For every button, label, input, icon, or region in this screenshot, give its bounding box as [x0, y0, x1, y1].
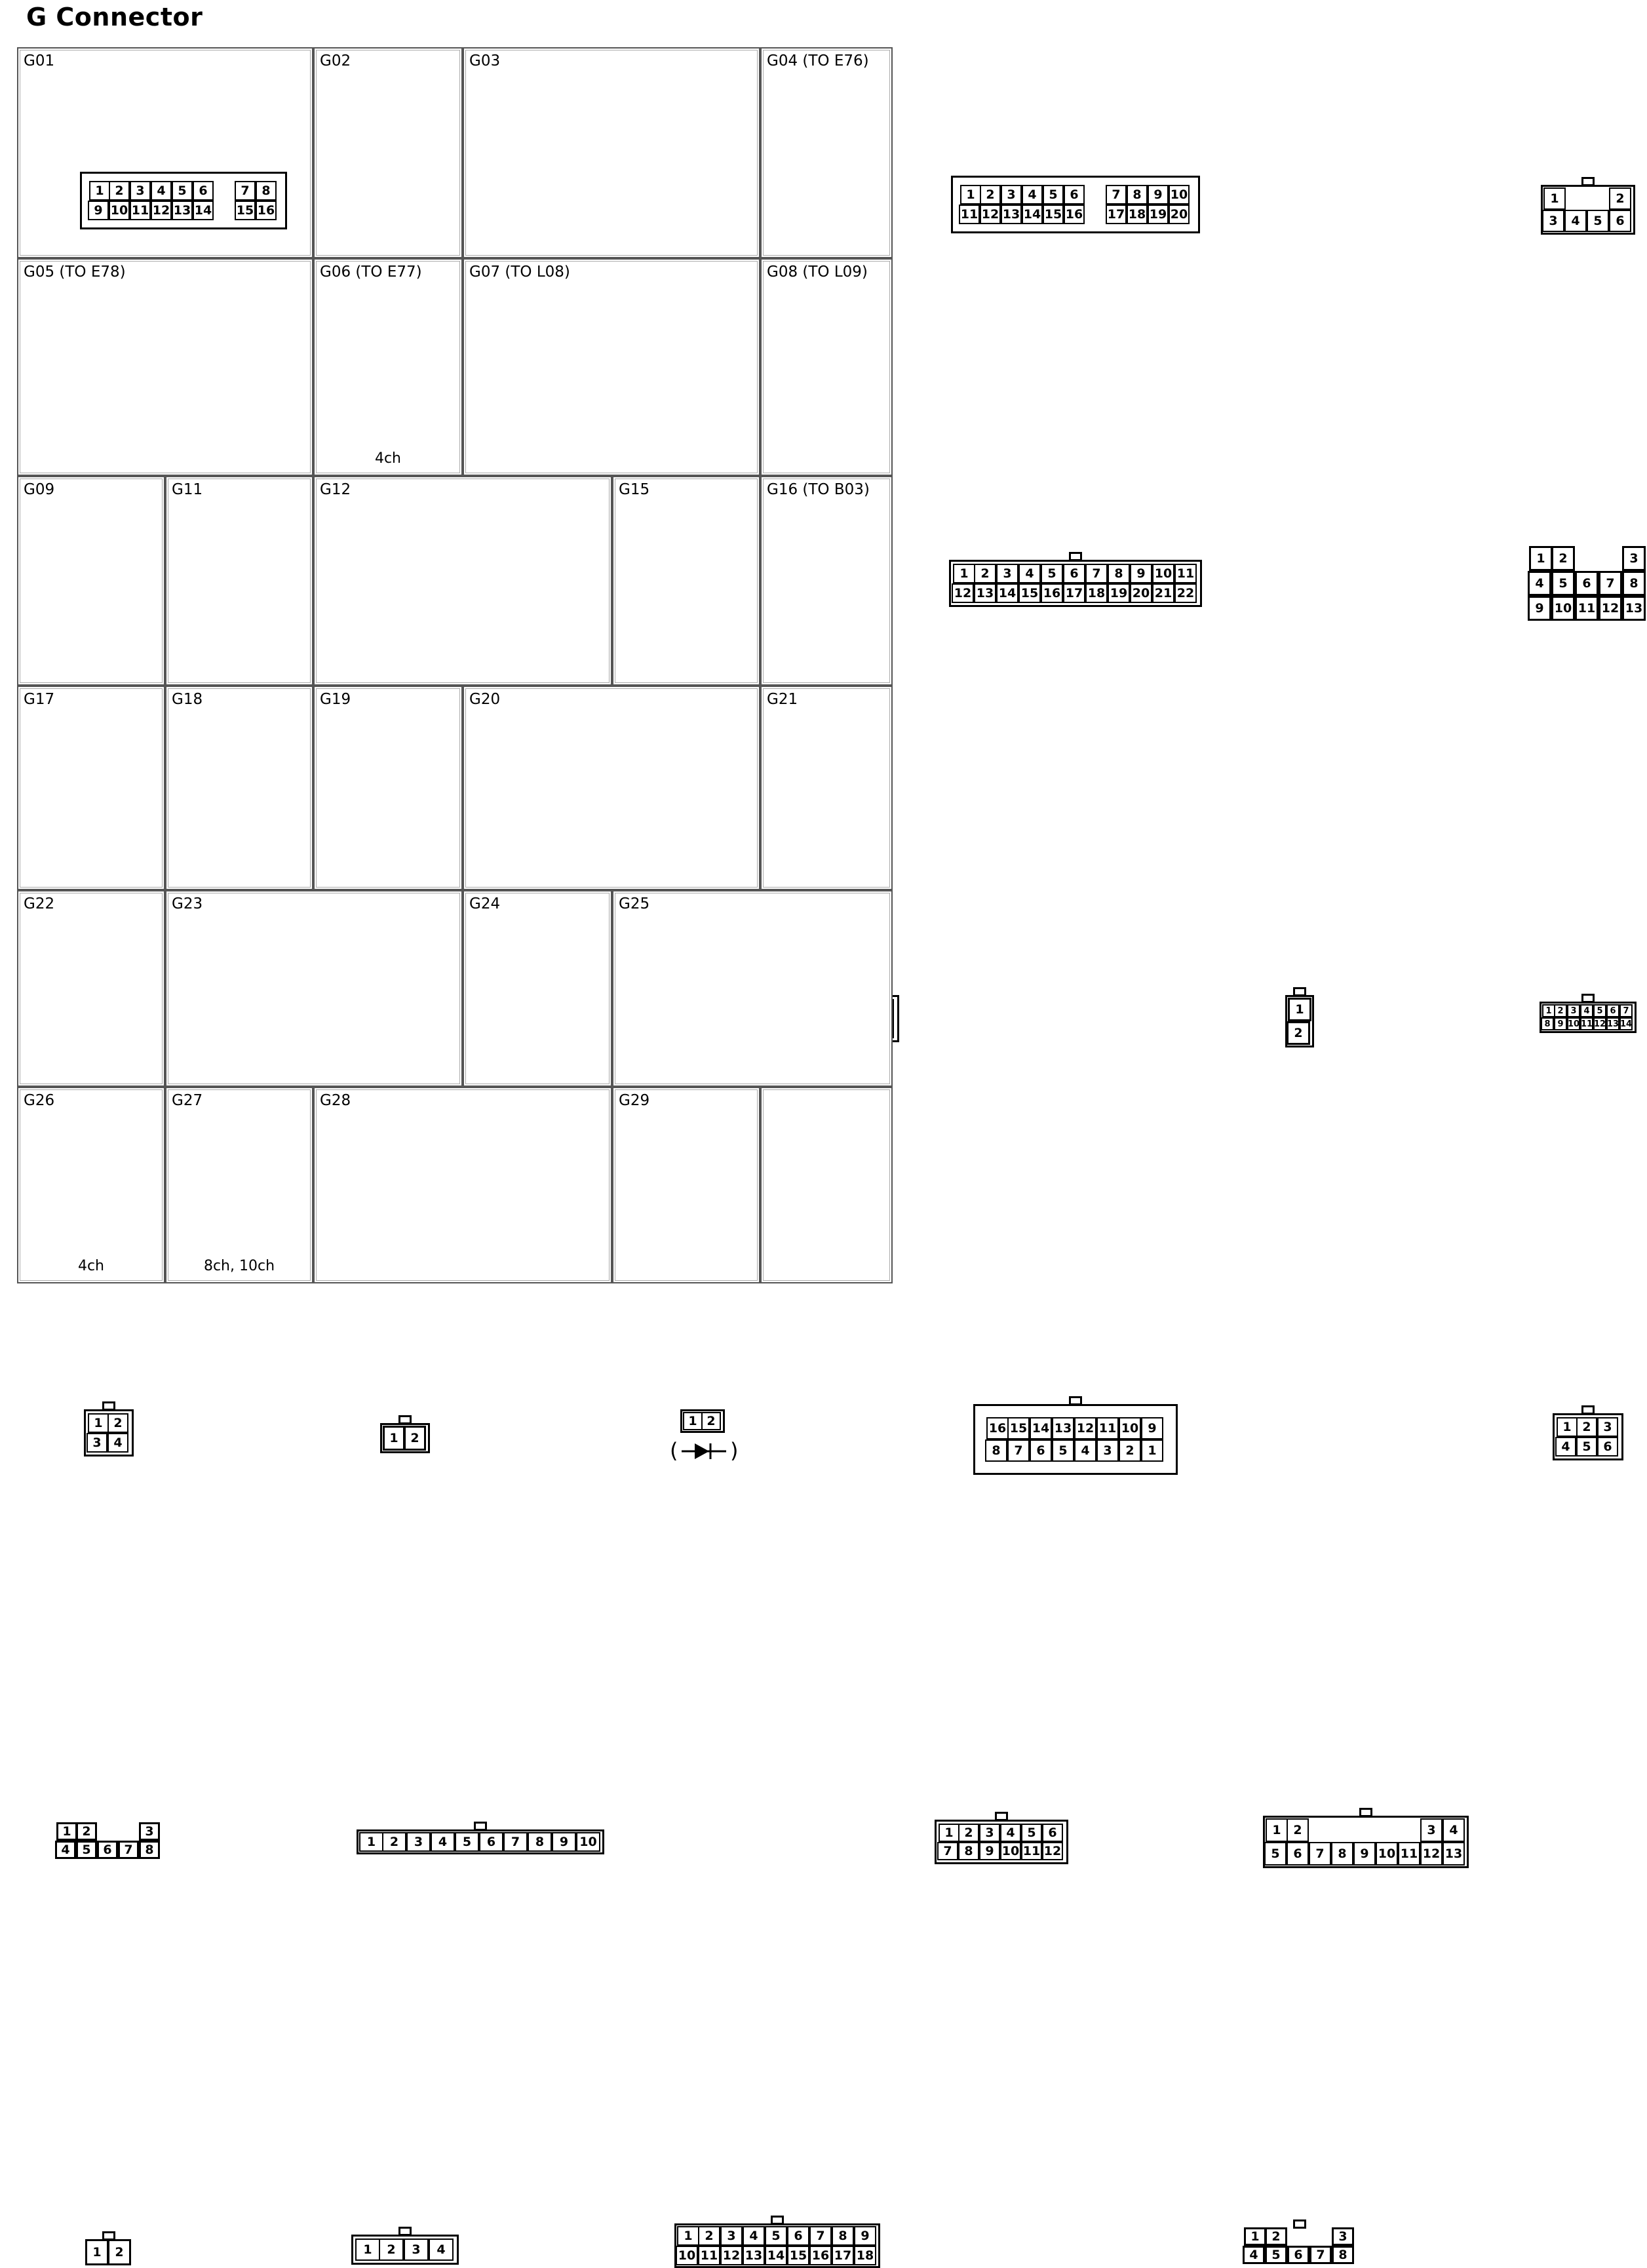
pin-3: 3 [130, 181, 151, 201]
pin-10: 10 [1152, 564, 1174, 583]
pin-5: 5 [76, 1841, 97, 1859]
connector-id-label: G09 [24, 481, 55, 498]
pin-12: 12 [1593, 1017, 1606, 1030]
pin-7: 7 [1106, 185, 1127, 205]
connector-body [89, 181, 278, 220]
connector-cell-g05 [17, 258, 313, 476]
connector-id-label: G28 [320, 1092, 351, 1109]
pin-1: 1 [383, 1426, 405, 1451]
connector-id-label: G25 [619, 895, 650, 912]
connector-id-label: G23 [172, 895, 203, 912]
pin-4: 4 [1243, 2246, 1265, 2264]
pin-4: 4 [429, 2239, 454, 2261]
connector-id-label: G29 [619, 1092, 650, 1109]
connector-cell-g11 [165, 476, 313, 686]
connector-id-label: G21 [767, 691, 798, 708]
pin-15: 15 [1007, 1417, 1030, 1439]
pin-16: 16 [809, 2246, 832, 2265]
pin-2: 2 [1119, 1439, 1141, 1462]
pin-5: 5 [1551, 571, 1575, 596]
connector-id-label: G26 [24, 1092, 55, 1109]
pin-6: 6 [787, 2226, 809, 2246]
pin-5: 5 [1587, 210, 1609, 232]
pin-11: 11 [959, 205, 980, 224]
pin-11: 11 [1021, 1842, 1042, 1860]
connector-id-label: G12 [320, 481, 351, 498]
pin-3: 3 [1420, 1818, 1443, 1842]
pin-6: 6 [1287, 2246, 1309, 2264]
pin-13: 13 [1001, 205, 1022, 224]
connector-id-label: G06 (TO E77) [320, 264, 422, 281]
pin-11: 11 [1575, 596, 1599, 621]
pin-4: 4 [1580, 1004, 1593, 1017]
pin-6: 6 [97, 1841, 118, 1859]
pin-3: 3 [996, 564, 1018, 583]
pin-10: 10 [1551, 596, 1575, 621]
locking-tab [1581, 177, 1595, 186]
locking-tab [995, 1812, 1008, 1821]
connector-id-label: G08 (TO L09) [767, 264, 868, 281]
locking-tab [474, 1822, 487, 1831]
pin-5: 5 [765, 2226, 787, 2246]
pin-3: 3 [1542, 210, 1564, 232]
pin-10: 10 [1567, 1017, 1580, 1030]
connector-id-label: G24 [469, 895, 501, 912]
pin-3: 3 [1332, 2227, 1354, 2246]
pin-2: 2 [980, 185, 1001, 205]
pin-5: 5 [1593, 1004, 1606, 1017]
connector-id-label: G02 [320, 52, 351, 69]
pin-10: 10 [576, 1832, 600, 1852]
pin-5: 5 [172, 181, 193, 201]
pin-8: 8 [1622, 571, 1646, 596]
connector-body [88, 1413, 130, 1453]
channel-note: 8ch, 10ch [203, 1258, 275, 1274]
pin-1: 1 [960, 185, 981, 205]
pin-5: 5 [1264, 1842, 1287, 1866]
pin-5: 5 [1021, 1824, 1042, 1842]
connector-body [1543, 187, 1633, 232]
pin-13: 13 [974, 583, 996, 603]
pin-6: 6 [1597, 1437, 1618, 1457]
diode-icon [668, 1438, 741, 1464]
pin-5: 5 [1265, 2246, 1287, 2264]
pin-1: 1 [88, 1413, 109, 1433]
connector-body [1557, 1417, 1619, 1457]
connector-body [1542, 1004, 1634, 1030]
pin-4: 4 [1564, 210, 1587, 232]
connector-body [1288, 998, 1311, 1045]
connector-id-label: G20 [469, 691, 501, 708]
connector-body [986, 1417, 1165, 1462]
connector-id-label: G05 (TO E78) [24, 264, 126, 281]
pin-4: 4 [1528, 571, 1551, 596]
pin-10: 10 [1119, 1417, 1141, 1439]
pin-9: 9 [1141, 1417, 1163, 1439]
pin-1: 1 [56, 1822, 77, 1841]
pin-20: 20 [1169, 205, 1190, 224]
pin-1: 1 [1543, 187, 1566, 210]
pin-9: 9 [1353, 1842, 1376, 1866]
pin-20: 20 [1130, 583, 1152, 603]
pin-11: 11 [130, 201, 151, 220]
pin-4: 4 [431, 1832, 455, 1852]
locking-tab [1581, 1405, 1595, 1415]
pin-17: 17 [1063, 583, 1085, 603]
pin-8: 8 [1127, 185, 1148, 205]
pin-3: 3 [1001, 185, 1022, 205]
pin-22: 22 [1174, 583, 1197, 603]
connector-cell-blank [760, 1087, 893, 1283]
pin-13: 13 [743, 2246, 765, 2265]
locking-tab [102, 2231, 115, 2240]
connector-body [359, 1832, 602, 1852]
connector-body [1266, 1818, 1466, 1866]
channel-note: 4ch [77, 1258, 105, 1274]
pin-1: 1 [683, 1412, 703, 1430]
pin-12: 12 [1074, 1417, 1096, 1439]
connector-cell-g12 [313, 476, 612, 686]
pin-3: 3 [87, 1433, 107, 1453]
pin-10: 10 [1376, 1842, 1398, 1866]
connector-body [56, 1822, 161, 1859]
pin-10: 10 [676, 2246, 698, 2265]
pin-4: 4 [1443, 1818, 1465, 1842]
connector-body [683, 1412, 722, 1430]
pin-2: 2 [1554, 1004, 1567, 1017]
pin-7: 7 [1599, 571, 1622, 596]
pin-4: 4 [743, 2226, 765, 2246]
pin-7: 7 [1309, 1842, 1331, 1866]
pin-4: 4 [1018, 564, 1041, 583]
pin-1: 1 [1244, 2227, 1266, 2246]
pin-14: 14 [1030, 1417, 1052, 1439]
pin-2: 2 [107, 1413, 128, 1433]
pin-5: 5 [1041, 564, 1063, 583]
pin-2: 2 [1551, 546, 1575, 571]
connector-body [85, 2239, 132, 2265]
pin-2: 2 [1287, 1818, 1309, 1842]
pin-14: 14 [1619, 1017, 1633, 1030]
locking-tab [398, 2227, 412, 2236]
pin-1: 1 [1557, 1417, 1578, 1437]
pin-7: 7 [937, 1842, 958, 1860]
pin-16: 16 [986, 1417, 1009, 1439]
pin-6: 6 [1287, 1842, 1309, 1866]
page-title: G Connector [26, 3, 203, 31]
pin-11: 11 [698, 2246, 720, 2265]
pin-16: 16 [256, 201, 277, 220]
pin-2: 2 [1287, 1021, 1310, 1045]
connector-id-label: G07 (TO L08) [469, 264, 570, 281]
pin-1: 1 [1266, 1818, 1288, 1842]
pin-11: 11 [1580, 1017, 1593, 1030]
pin-8: 8 [1541, 1017, 1554, 1030]
pin-1: 1 [953, 564, 975, 583]
connector-cell-g02 [313, 47, 463, 258]
pin-3: 3 [1622, 546, 1646, 571]
pin-5: 5 [455, 1832, 479, 1852]
pin-13: 13 [1606, 1017, 1619, 1030]
pin-15: 15 [235, 201, 256, 220]
pin-6: 6 [1575, 571, 1599, 596]
pin-2: 2 [76, 1822, 97, 1841]
pin-15: 15 [1018, 583, 1041, 603]
pin-6: 6 [479, 1832, 503, 1852]
pin-11: 11 [1096, 1417, 1119, 1439]
pin-14: 14 [1022, 205, 1043, 224]
pin-6: 6 [1609, 210, 1631, 232]
connector-id-label: G11 [172, 481, 203, 498]
pin-18: 18 [1085, 583, 1108, 603]
connector-body [953, 564, 1198, 603]
connector-body [1529, 546, 1647, 621]
connector-id-label: G22 [24, 895, 55, 912]
connector-id-label: G01 [24, 52, 55, 69]
pin-8: 8 [256, 181, 277, 201]
pin-4: 4 [1074, 1439, 1096, 1462]
pin-4: 4 [55, 1841, 76, 1859]
locking-tab [1359, 1808, 1372, 1817]
pin-8: 8 [958, 1842, 979, 1860]
pin-8: 8 [1331, 1842, 1353, 1866]
pin-8: 8 [985, 1439, 1007, 1462]
connector-id-label: G03 [469, 52, 501, 69]
connector-id-label: G27 [172, 1092, 203, 1109]
pin-9: 9 [1528, 596, 1551, 621]
svg-text:(: ( [670, 1438, 678, 1463]
pin-4: 4 [1022, 185, 1043, 205]
pin-17: 17 [1106, 205, 1127, 224]
pin-4: 4 [1555, 1437, 1576, 1457]
pin-2: 2 [1609, 187, 1631, 210]
pin-6: 6 [1030, 1439, 1052, 1462]
pin-21: 21 [1152, 583, 1174, 603]
pin-17: 17 [832, 2246, 854, 2265]
connector-body [939, 1824, 1064, 1860]
pin-6: 6 [1064, 185, 1085, 205]
pin-1: 1 [939, 1824, 959, 1842]
pin-7: 7 [118, 1841, 139, 1859]
pin-2: 2 [1265, 2227, 1287, 2246]
pin-8: 8 [832, 2226, 854, 2246]
connector-body [1244, 2227, 1355, 2264]
pin-8: 8 [1332, 2246, 1354, 2264]
connector-body [355, 2239, 455, 2261]
pin-13: 13 [172, 201, 193, 220]
pin-7: 7 [503, 1832, 528, 1852]
pin-16: 16 [1064, 205, 1085, 224]
pin-2: 2 [379, 2239, 404, 2261]
locking-tab [102, 1401, 115, 1411]
pin-4: 4 [107, 1433, 128, 1453]
locking-tab [398, 1415, 412, 1424]
locking-tab [1069, 552, 1082, 561]
pin-19: 19 [1148, 205, 1169, 224]
pin-2: 2 [109, 181, 130, 201]
pin-1: 1 [85, 2239, 109, 2265]
connector-cell-g26 [17, 1087, 165, 2259]
pin-12: 12 [980, 205, 1001, 224]
locking-tab [1293, 987, 1306, 996]
pin-1: 1 [1542, 1004, 1555, 1017]
pin-12: 12 [151, 201, 172, 220]
pin-9: 9 [979, 1842, 1000, 1860]
locking-tab [771, 2216, 784, 2225]
pin-7: 7 [1309, 2246, 1332, 2264]
pin-1: 1 [677, 2226, 699, 2246]
pin-6: 6 [1042, 1824, 1063, 1842]
pin-16: 16 [1041, 583, 1063, 603]
pin-14: 14 [193, 201, 214, 220]
connector-body [383, 1426, 427, 1451]
pin-1: 1 [359, 1832, 383, 1852]
pin-5: 5 [1576, 1437, 1597, 1457]
pin-13: 13 [1443, 1842, 1465, 1866]
connector-cell-g09 [17, 476, 165, 686]
connector-cell-g06 [313, 258, 463, 476]
locking-tab [1293, 2219, 1306, 2229]
pin-2: 2 [974, 564, 996, 583]
pin-5: 5 [1043, 185, 1064, 205]
diode-symbol [668, 1438, 741, 1464]
pin-9: 9 [1148, 185, 1169, 205]
pin-4: 4 [151, 181, 172, 201]
pin-6: 6 [193, 181, 214, 201]
svg-text:): ) [730, 1438, 739, 1463]
pin-2: 2 [701, 1412, 721, 1430]
pin-18: 18 [1127, 205, 1148, 224]
pin-12: 12 [720, 2246, 743, 2265]
connector-cell-g01 [17, 47, 313, 258]
pin-11: 11 [1398, 1842, 1420, 1866]
pin-2: 2 [107, 2239, 131, 2265]
pin-1: 1 [1141, 1439, 1163, 1462]
pin-11: 11 [1174, 564, 1197, 583]
pin-10: 10 [1000, 1842, 1021, 1860]
connector-id-label: G17 [24, 691, 55, 708]
pin-5: 5 [1052, 1439, 1074, 1462]
locking-tab [1581, 994, 1595, 1003]
pin-6: 6 [1606, 1004, 1619, 1017]
pin-14: 14 [765, 2246, 787, 2265]
connector-id-label: G15 [619, 481, 650, 498]
pin-8: 8 [139, 1841, 160, 1859]
pin-3: 3 [979, 1824, 1000, 1842]
pin-2: 2 [698, 2226, 720, 2246]
pin-1: 1 [1288, 998, 1311, 1021]
pin-3: 3 [1096, 1439, 1119, 1462]
pin-3: 3 [404, 2239, 429, 2261]
pin-1: 1 [89, 181, 110, 201]
pin-2: 2 [404, 1426, 426, 1451]
pin-9: 9 [1130, 564, 1152, 583]
pin-10: 10 [109, 201, 130, 220]
pin-2: 2 [382, 1832, 406, 1852]
pin-15: 15 [787, 2246, 809, 2265]
pin-6: 6 [1063, 564, 1085, 583]
pin-13: 13 [1622, 596, 1646, 621]
connector-body [677, 2226, 878, 2265]
pin-7: 7 [1007, 1439, 1030, 1462]
pin-12: 12 [1420, 1842, 1443, 1866]
pin-10: 10 [1169, 185, 1190, 205]
pin-7: 7 [809, 2226, 832, 2246]
pin-12: 12 [1042, 1842, 1063, 1860]
pin-3: 3 [1597, 1417, 1618, 1437]
connector-id-label: G18 [172, 691, 203, 708]
connector-id-label: G04 (TO E76) [767, 52, 869, 69]
pin-9: 9 [854, 2226, 876, 2246]
pin-7: 7 [235, 181, 256, 201]
pin-7: 7 [1619, 1004, 1633, 1017]
connector-id-label: G16 (TO B03) [767, 481, 870, 498]
pin-8: 8 [1108, 564, 1130, 583]
pin-14: 14 [996, 583, 1018, 603]
pin-3: 3 [1567, 1004, 1580, 1017]
pin-12: 12 [1599, 596, 1622, 621]
pin-1: 1 [1529, 546, 1553, 571]
pin-18: 18 [854, 2246, 876, 2265]
pin-2: 2 [1576, 1417, 1597, 1437]
pin-3: 3 [139, 1822, 160, 1841]
pin-9: 9 [552, 1832, 576, 1852]
locking-tab [1069, 1396, 1082, 1405]
pin-15: 15 [1043, 205, 1064, 224]
pin-1: 1 [355, 2239, 380, 2261]
pin-7: 7 [1085, 564, 1108, 583]
pin-2: 2 [958, 1824, 979, 1842]
pin-12: 12 [952, 583, 974, 603]
pin-3: 3 [406, 1832, 431, 1852]
connector-body [960, 185, 1191, 224]
channel-note: 4ch [374, 450, 402, 467]
pin-19: 19 [1108, 583, 1130, 603]
pin-4: 4 [1000, 1824, 1021, 1842]
pin-13: 13 [1052, 1417, 1074, 1439]
pin-9: 9 [1554, 1017, 1567, 1030]
pin-8: 8 [528, 1832, 552, 1852]
pin-3: 3 [720, 2226, 743, 2246]
pin-9: 9 [88, 201, 109, 220]
connector-id-label: G19 [320, 691, 351, 708]
